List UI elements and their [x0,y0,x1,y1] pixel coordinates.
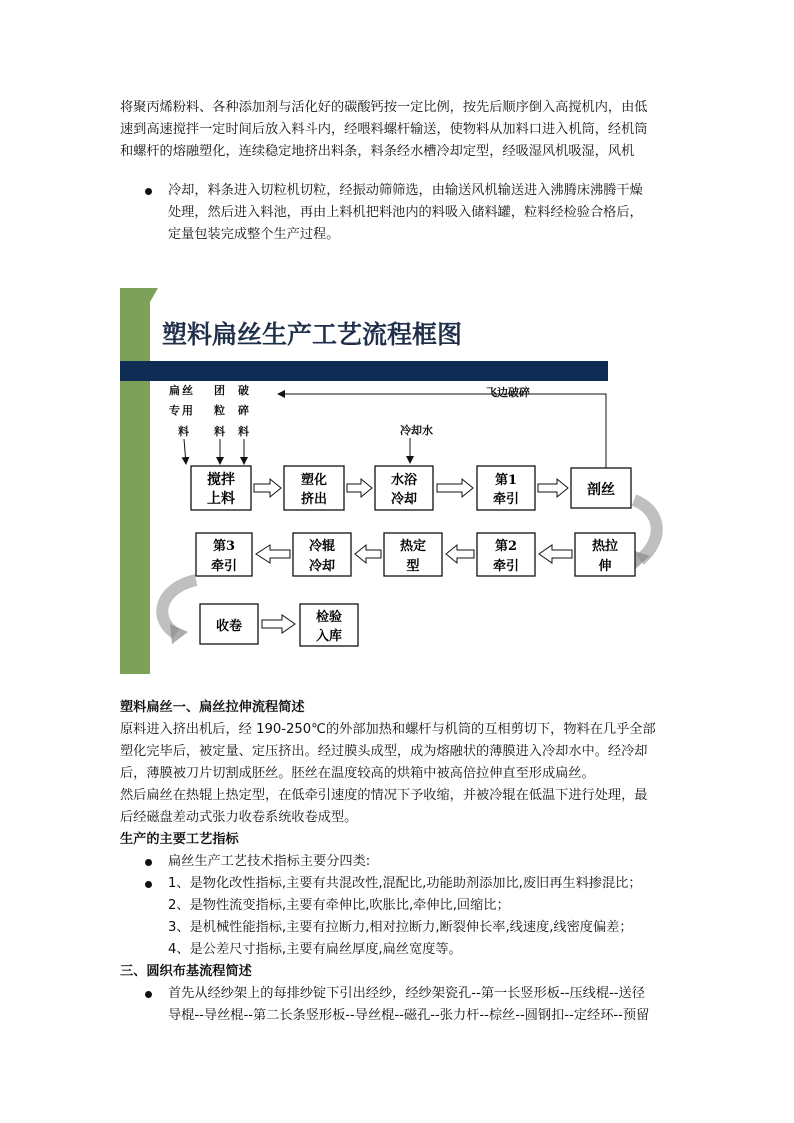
box-waterbath-l1: 水浴 [390,473,418,488]
section1-p2-line2: 后经磁盘差动式张力收卷系统收卷成型。 [120,810,358,825]
section2-heading: 生产的主要工艺指标 [120,832,239,847]
box-traction2-l2: 牵引 [492,559,520,574]
bullet-dot [145,991,152,998]
diagram-title: 塑料扁丝生产工艺流程框图 [162,320,463,349]
box-traction3-l1: 第3 [212,539,236,554]
box-inspect-l2: 入库 [315,629,343,644]
box-coldroll-l2: 冷却 [308,559,336,574]
bullet1-line-3: 定量包装完成整个生产过程。 [168,227,340,242]
box-extrude-l1: 塑化 [300,473,328,488]
section1-p1-line3: 后，薄膜被刀片切割成胚丝。胚丝在温度较高的烘箱中被高倍拉伸直至形成扁丝。 [120,766,595,781]
input-label-1a: 扁 [169,384,180,397]
section2-bullet2: 1、是物化改性指标,主要有共混改性,混配比,功能助剂添加比,废旧再生料掺混比； [168,876,642,891]
input-label-3a: 破 [238,384,249,397]
box-hotstretch-l1: 热拉 [591,539,619,554]
input-label-2a: 团 [214,384,225,397]
section2-bullet1: 扁丝生产工艺技术指标主要分四类: [168,854,371,869]
box-traction3-l2: 牵引 [210,559,238,574]
box-heatset-l2: 型 [406,559,420,574]
box-slitting: 剖丝 [587,482,615,498]
input-label-1d: 用 [182,404,193,417]
input-label-2b: 粒 [214,404,225,417]
bullet-dot [145,881,152,888]
box-traction1-l2: 牵引 [492,492,520,507]
box-hotstretch-l2: 伸 [598,559,612,574]
input-label-3c: 料 [238,425,249,438]
cooling-water-label: 冷却水 [400,424,433,437]
feedback-label: 飞边破碎 [486,386,530,399]
box-waterbath-l2: 冷却 [390,492,418,507]
section1-heading: 塑料扁丝一、扁丝拉伸流程简述 [120,700,305,715]
box-mixing-l2: 上料 [207,491,235,507]
box-traction1-l1: 第1 [494,473,518,488]
diagram-title-bar [120,361,608,381]
intro-line-2: 速到高速搅拌一定时间后放入料斗内，经喂料螺杆输送，使物料从加料口进入机筒，经机筒 [120,122,648,137]
section2-item2: 2、是物性流变指标,主要有牵伸比,吹胀比,牵伸比,回缩比； [168,898,510,913]
section1-p2-line1: 然后扁丝在热辊上热定型，在低牵引速度的情况下予收缩，并被冷辊在低温下进行处理，最 [120,788,648,803]
box-mixing-l1: 搅拌 [207,472,235,488]
process-flow-diagram [120,288,668,674]
bullet-dot [145,188,152,195]
input-label-1b: 丝 [182,384,193,397]
box-inspect-l1: 检验 [315,610,343,625]
section3-bullet1-line1: 首先从经纱架上的每排纱锭下引出经纱，经纱架瓷孔--第一长竖形板--压线棍--送径 [168,986,645,1001]
bullet1-line-2: 处理，然后进入料池，再由上料机把料池内的料吸入储料罐，粒料经检验合格后， [168,205,643,220]
section2-item3: 3、是机械性能指标,主要有拉断力,相对拉断力,断裂伸长率,线速度,线密度偏差； [168,920,633,935]
intro-line-1: 将聚丙烯粉料、各种添加剂与活化好的碳酸钙按一定比例，按先后顺序倒入高搅机内，由低 [120,100,648,115]
input-label-3b: 碎 [238,404,249,417]
bullet1-line-1: 冷却，料条进入切粒机切粒，经振动筛筛选，由输送风机输送进入沸腾床沸腾干燥 [168,183,643,198]
input-label-2c: 料 [214,425,225,438]
section1-p1-line2: 塑化完毕后，被定量、定压挤出。经过膜头成型，成为熔融状的薄膜进入冷却水中。经冷却 [120,744,648,759]
section1-p1-line1: 原料进入挤出机后，经 190-250℃的外部加热和螺杆与机筒的互相剪切下，物料在几乎全部 [120,722,656,737]
section2-item4: 4、是公差尺寸指标,主要有扁丝厚度,扁丝宽度等。 [168,942,462,957]
box-heatset-l1: 热定 [399,539,427,554]
input-labels [169,383,249,438]
box-coldroll-l1: 冷辊 [308,539,336,554]
box-winding: 收卷 [215,619,243,634]
box-extrude-l2: 挤出 [300,492,328,507]
section3-heading: 三、圆织布基流程简述 [120,964,252,979]
box-traction2-l1: 第2 [494,539,518,554]
intro-line-3: 和螺杆的熔融塑化，连续稳定地挤出料条，料条经水槽冷却定型，经吸湿风机吸湿，风机 [120,144,635,159]
diagram-side-band [120,288,150,674]
input-label-1e: 料 [178,425,189,438]
input-label-1c: 专 [169,404,180,417]
bullet-dot [145,859,152,866]
section3-bullet1-line2: 导棍--导丝棍--第二长条竖形板--导丝棍--磁孔--张力杆--棕丝--圆钢扣--定经环--预留 [168,1008,650,1023]
